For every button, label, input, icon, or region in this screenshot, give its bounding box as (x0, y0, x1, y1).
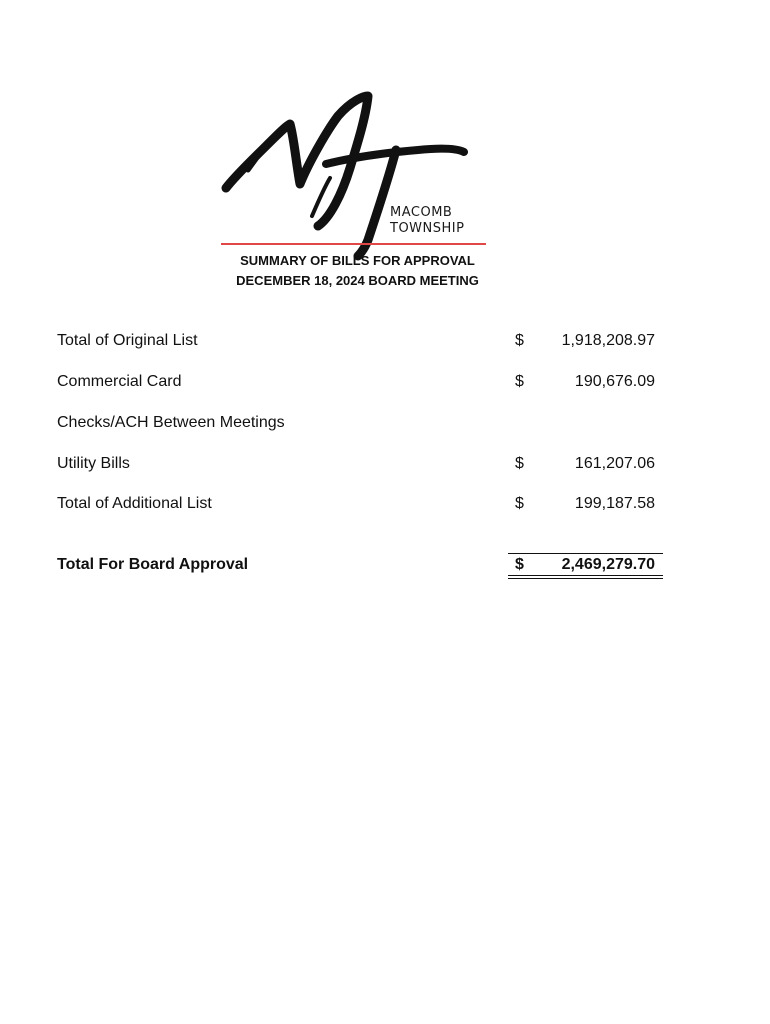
total-double-underline (508, 575, 663, 576)
logo-underline (221, 243, 486, 245)
macomb-township-logo (218, 90, 488, 260)
logo-text-macomb: MACOMB (390, 205, 453, 220)
row-amount: 190,676.09 (574, 373, 655, 390)
row-amount: 161,207.06 (574, 455, 655, 472)
bill-row (0, 332, 770, 354)
row-label: Utility Bills (57, 455, 130, 472)
total-double-underline (508, 578, 663, 579)
row-amount: 1,918,208.97 (561, 332, 655, 349)
bill-row (0, 455, 770, 477)
currency-symbol: $ (515, 455, 524, 472)
bill-row (0, 373, 770, 395)
document-title: SUMMARY OF BILLS FOR APPROVAL (240, 253, 475, 268)
currency-symbol: $ (515, 556, 524, 573)
row-label: Total of Additional List (57, 495, 212, 512)
logo-text-township: TOWNSHIP (390, 221, 465, 236)
currency-symbol: $ (515, 495, 524, 512)
total-amount: 2,469,279.70 (561, 556, 655, 573)
document-subtitle: DECEMBER 18, 2024 BOARD MEETING (236, 273, 479, 288)
currency-symbol: $ (515, 373, 524, 390)
total-label: Total For Board Approval (57, 556, 249, 573)
row-amount: 199,187.58 (574, 495, 655, 512)
total-top-rule (508, 553, 663, 554)
row-label: Total of Original List (57, 332, 198, 349)
currency-symbol: $ (515, 332, 524, 349)
row-label: Commercial Card (57, 373, 182, 390)
bill-row (0, 495, 770, 517)
bill-row (0, 414, 770, 436)
row-label: Checks/ACH Between Meetings (57, 414, 285, 431)
